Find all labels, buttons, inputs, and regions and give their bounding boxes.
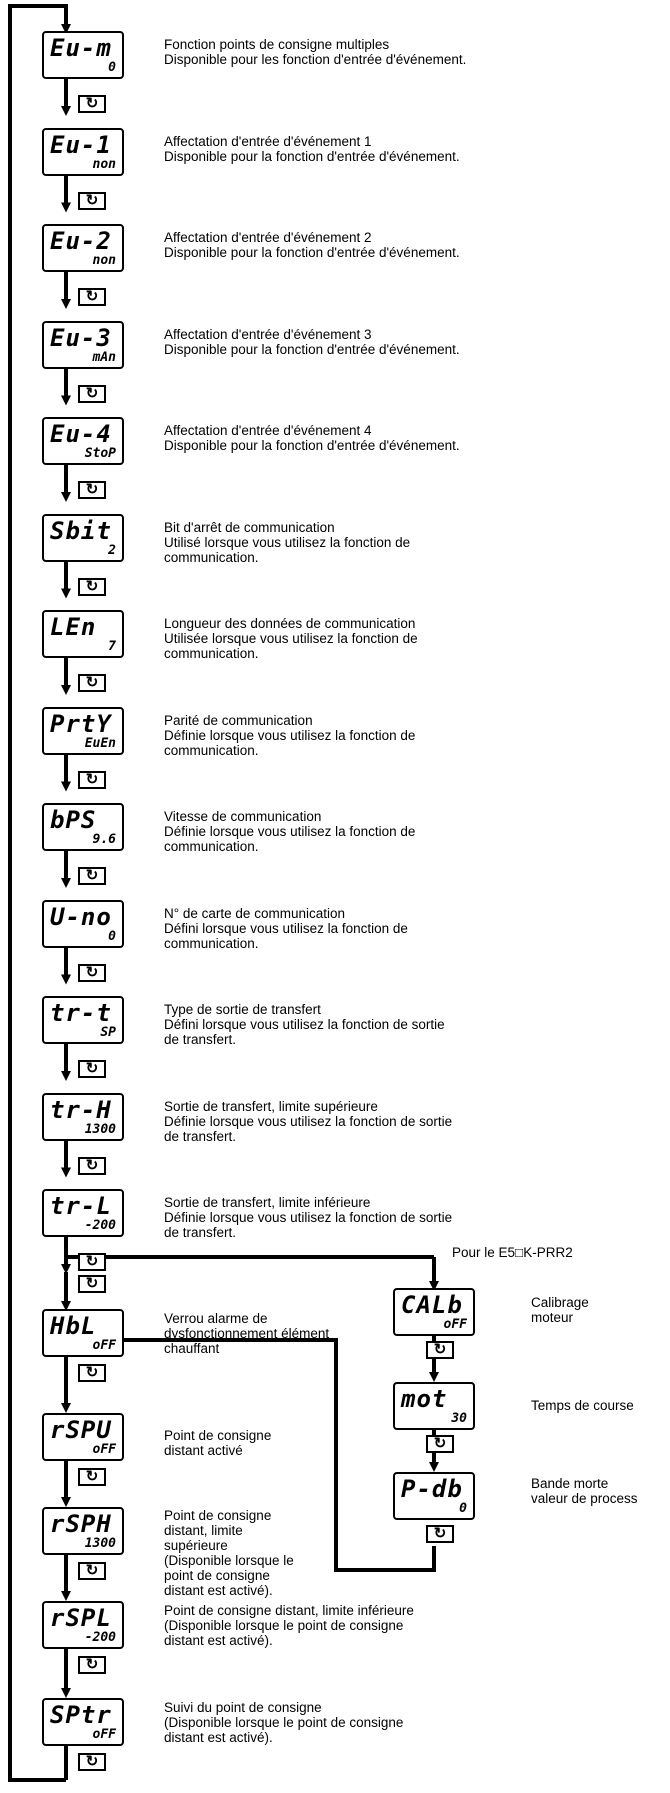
param-code: rSPU	[50, 1416, 112, 1444]
param-code: Sbit	[50, 516, 112, 545]
display-11	[42, 996, 124, 1044]
param-code: HbL	[50, 1312, 97, 1340]
display-lower-1	[42, 1309, 124, 1357]
param-value: 0	[108, 928, 116, 944]
param-description: Affectation d'entrée d'événement 2 Disponible pour la fonction d'entrée d'événement.	[164, 230, 460, 260]
param-code: Eu-1	[50, 130, 112, 159]
mode-key-icon	[78, 674, 106, 692]
param-value: 30	[451, 1411, 467, 1426]
display-13	[42, 1189, 124, 1237]
display-9	[42, 803, 124, 851]
param-description: Verrou alarme de dysfonctionnement élément chauffant	[164, 1311, 330, 1356]
display-10	[42, 900, 124, 948]
param-code: SPtr	[50, 1701, 112, 1729]
param-description: Calibrage moteur	[531, 1295, 589, 1325]
mode-key-symbol: ↻	[85, 384, 99, 402]
display-5	[42, 417, 124, 465]
param-description: Sortie de transfert, limite inférieure Définie lorsque vous utilisez la fonction de sortie de transfert.	[164, 1195, 453, 1240]
param-value: 1300	[84, 1536, 116, 1551]
mode-key-icon	[78, 1157, 106, 1175]
param-description: Longueur des données de communication Utilisée lorsque vous utilisez la fonction de communication.	[164, 616, 418, 661]
mode-key-symbol: ↻	[433, 1525, 447, 1542]
param-description: Affectation d'entrée d'événement 4 Disponible pour la fonction d'entrée d'événement.	[164, 423, 460, 453]
mode-key-symbol: ↻	[85, 867, 99, 884]
mode-key-symbol: ↻	[85, 1060, 99, 1077]
param-description: Affectation d'entrée d'événement 3 Disponible pour la fonction d'entrée d'événement.	[164, 326, 460, 357]
display-1	[42, 31, 124, 79]
param-description: Bande morte valeur de process	[531, 1476, 638, 1506]
param-description: Parité de communication Définie lorsque vous utilisez la fonction de communication.	[164, 712, 416, 758]
param-value: 0	[108, 60, 116, 75]
param-description: Point de consigne distant, limite inférieure (Disponible lorsque le point de consigne distant est activé).	[164, 1603, 414, 1648]
param-code: P-db	[401, 1475, 463, 1503]
mode-key-symbol: ↻	[85, 191, 99, 209]
param-value: oFF	[443, 1317, 467, 1332]
display-branch-3	[393, 1472, 475, 1520]
display-lower-2	[42, 1413, 124, 1461]
mode-key-symbol: ↻	[85, 1753, 99, 1770]
mode-key-icon	[78, 288, 106, 306]
param-value: non	[92, 156, 116, 172]
mode-key-symbol: ↻	[85, 674, 99, 691]
mode-key-symbol: ↻	[433, 1341, 447, 1358]
param-description: Bit d'arrêt de communication Utilisé lorsque vous utilisez la fonction de communication.	[164, 519, 411, 565]
param-description: Vitesse de communication Définie lorsque vous utilisez la fonction de communication.	[164, 809, 416, 854]
param-code: rSPH	[50, 1510, 112, 1538]
param-description: Point de consigne distant, limite supérieure (Disponible lorsque le point de consigne distant est activé).	[164, 1508, 294, 1598]
mode-key-icon	[78, 1275, 106, 1293]
param-value: 0	[459, 1501, 467, 1516]
param-description: Sortie de transfert, limite supérieure Définie lorsque vous utilisez la fonction de sortie de transfert.	[164, 1098, 453, 1144]
mode-key-icon	[78, 1562, 106, 1580]
branch-note: Pour le E5□K-PRR2	[452, 1245, 573, 1260]
param-value: oFF	[92, 1442, 116, 1457]
param-value: non	[92, 253, 116, 268]
mode-key-icon	[78, 1753, 106, 1771]
display-lower-5	[42, 1698, 124, 1746]
param-description: Suivi du point de consigne (Disponible lorsque le point de consigne distant est activé).	[164, 1700, 404, 1745]
mode-key-icon	[426, 1341, 454, 1359]
param-code: LEn	[50, 613, 97, 641]
mode-key-icon	[426, 1435, 454, 1453]
param-code: U-no	[50, 902, 112, 931]
mode-key-symbol: ↻	[85, 1275, 99, 1292]
param-description: Type de sortie de transfert Défini lorsque vous utilisez la fonction de sortie de transfert.	[164, 1002, 445, 1047]
display-12	[42, 1093, 124, 1141]
mode-key-symbol: ↻	[433, 1435, 447, 1452]
display-3	[42, 224, 124, 272]
param-value: 2	[108, 542, 116, 558]
param-code: Eu-2	[50, 227, 112, 255]
mode-key-icon	[78, 192, 106, 210]
param-value: EuEn	[84, 735, 116, 751]
mode-key-icon	[78, 578, 106, 596]
param-value: -200	[84, 1218, 116, 1233]
mode-key-symbol: ↻	[85, 1468, 99, 1485]
param-code: PrtY	[50, 709, 112, 738]
display-lower-3	[42, 1507, 124, 1555]
mode-key-icon	[78, 1253, 106, 1271]
mode-key-icon	[78, 481, 106, 499]
mode-key-symbol: ↻	[85, 963, 99, 981]
mode-key-symbol: ↻	[85, 577, 99, 595]
mode-key-icon	[78, 95, 106, 113]
mode-key-symbol: ↻	[85, 1253, 99, 1270]
mode-key-icon	[78, 964, 106, 982]
mode-key-symbol: ↻	[85, 770, 99, 788]
display-lower-4	[42, 1601, 124, 1649]
param-value: 7	[108, 639, 116, 654]
param-value: oFF	[92, 1338, 116, 1353]
param-code: CALb	[401, 1291, 463, 1319]
param-code: Eu-m	[50, 34, 112, 62]
param-value: mAn	[92, 349, 116, 365]
param-code: bPS	[50, 806, 97, 834]
display-2	[42, 128, 124, 176]
mode-key-icon	[78, 1364, 106, 1382]
mode-key-symbol: ↻	[85, 1656, 99, 1673]
param-code: tr-L	[50, 1192, 112, 1220]
param-code: rSPL	[50, 1604, 112, 1632]
mode-key-symbol: ↻	[85, 481, 99, 498]
mode-key-symbol: ↻	[85, 1364, 99, 1381]
display-8	[42, 707, 124, 755]
param-code: tr-H	[50, 1095, 112, 1124]
param-description: Fonction points de consigne multiples Disponible pour les fonction d'entrée d'événement.	[164, 37, 467, 67]
param-code: Eu-4	[50, 420, 112, 448]
display-branch-2	[393, 1382, 475, 1430]
display-7	[42, 610, 124, 658]
param-description: Temps de course	[531, 1398, 634, 1413]
mode-key-icon	[78, 867, 106, 885]
param-code: mot	[401, 1385, 448, 1413]
param-code: tr-t	[50, 999, 112, 1027]
mode-key-icon	[78, 1468, 106, 1486]
param-value: 1300	[84, 1121, 116, 1137]
param-description: Point de consigne distant activé	[164, 1428, 272, 1458]
mode-key-icon	[78, 385, 106, 403]
param-code: Eu-3	[50, 323, 112, 352]
display-branch-1	[393, 1288, 475, 1336]
param-value: oFF	[92, 1727, 116, 1742]
mode-key-icon	[78, 1060, 106, 1078]
mode-key-icon	[78, 771, 106, 789]
mode-key-symbol: ↻	[85, 288, 99, 305]
param-value: 9.6	[92, 832, 116, 847]
mode-key-icon	[78, 1656, 106, 1674]
mode-key-symbol: ↻	[85, 1562, 99, 1579]
mode-key-icon	[426, 1525, 454, 1543]
display-4	[42, 321, 124, 369]
mode-key-symbol: ↻	[85, 95, 99, 112]
display-6	[42, 514, 124, 562]
param-description: Affectation d'entrée d'événement 1 Disponible pour la fonction d'entrée d'événement.	[164, 133, 460, 164]
param-value: SP	[100, 1025, 116, 1040]
mode-key-symbol: ↻	[85, 1156, 99, 1174]
param-value: StoP	[84, 446, 116, 461]
param-description: N° de carte de communication Défini lorsque vous utilisez la fonction de communication.	[164, 905, 408, 951]
param-value: -200	[84, 1630, 116, 1645]
